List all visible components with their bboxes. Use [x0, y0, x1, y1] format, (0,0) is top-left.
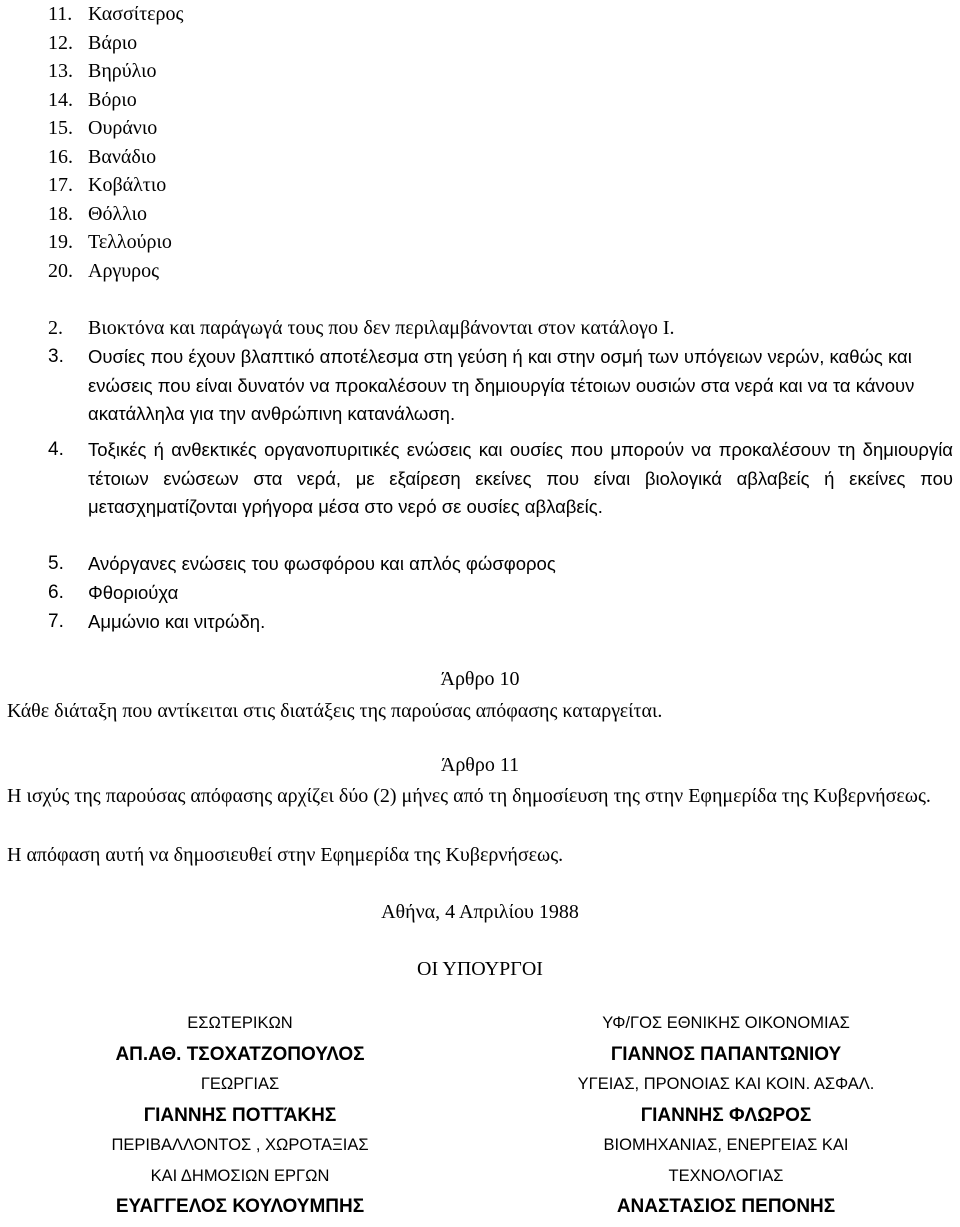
- list-item: [48, 143, 183, 172]
- list-item-4: [48, 436, 953, 522]
- list-item: [48, 171, 183, 200]
- list-item: [48, 0, 183, 29]
- list-item-number: 12.: [48, 31, 73, 54]
- signature-name: ΓΙΑΝΝΗΣ ΠΟΤΤΆΚΗΣ: [143, 1104, 337, 1126]
- list-item-number: 5.: [48, 553, 64, 574]
- list-item: [48, 200, 183, 229]
- list-item-number: 20.: [48, 259, 73, 282]
- list-item-text: Βιοκτόνα και παράγωγά τους που δεν περιλαμβάνονται στον κατάλογο Ι.: [88, 317, 675, 339]
- list-item-2: [48, 314, 953, 343]
- list-item-number: 6.: [48, 582, 64, 603]
- signature-role: ΤΕΧΝΟΛΟΓΙΑΣ: [668, 1166, 784, 1185]
- list-item: [48, 114, 183, 143]
- ministers-title: ΟΙ ΥΠΟΥΡΓΟΙ: [417, 958, 543, 980]
- signature-role: ΥΦ/ΓΟΣ ΕΘΝΙΚΗΣ ΟΙΚΟΝΟΜΙΑΣ: [602, 1014, 850, 1032]
- article-10-text: Κάθε διάταξη που αντίκειται στις διατάξεις της παρούσας απόφασης καταργείται.: [7, 700, 663, 722]
- signature-role: ΥΓΕΙΑΣ, ΠΡΟΝΟΙΑΣ ΚΑΙ ΚΟΙΝ. ΑΣΦΑΛ.: [577, 1075, 875, 1093]
- list-item-number: 14.: [48, 88, 73, 111]
- list-item-text: Θόλλιο: [88, 202, 147, 225]
- list-item-text: Βόριο: [88, 88, 137, 111]
- signature-role: ΓΕΩΡΓΙΑΣ: [200, 1075, 280, 1093]
- list-item-number: 16.: [48, 145, 73, 168]
- list-item-number: 7.: [48, 611, 64, 632]
- list-item-number: 11.: [48, 3, 73, 25]
- signature-role: ΕΣΩΤΕΡΙΚΩΝ: [187, 1014, 293, 1032]
- list-item-text: Τελλούριο: [88, 231, 172, 253]
- list-item-text: Αργυρος: [88, 259, 160, 282]
- list-item-text: Τοξικές ή ανθεκτικές οργανοπυριτικές ενώσεις και ουσίες που μπορούν να προκαλέσουν τη δημιουργία τέτοιων ενώσεων στα νερά, με εξαίρεση εκείνες που είναι βιολογικά αβλαβείς ή εκείνες που μετασχηματίζονται γρήγορα μέσα στο νερό σε ουσίες αβλαβείς.: [88, 439, 953, 517]
- list-item-number: 17.: [48, 174, 73, 196]
- signature-name: ΑΠ.ΑΘ. ΤΣΟΧΑΤΖΟΠΟΥΛΟΣ: [115, 1043, 365, 1065]
- list-item-5: [48, 550, 953, 579]
- list-item-7: [48, 608, 953, 637]
- signature-name: ΕΥΑΓΓΕΛΟΣ ΚΟΥΛΟΥΜΠΗΣ: [115, 1196, 365, 1217]
- publication-order: Η απόφαση αυτή να δημοσιευθεί στην Εφημερίδα της Κυβερνήσεως.: [7, 844, 564, 866]
- list-item-text: Βάριο: [88, 31, 138, 54]
- signature-name: ΓΙΑΝΝΗΣ ΦΛΩΡΟΣ: [640, 1104, 812, 1126]
- list-item-text: Ουσίες που έχουν βλαπτικό αποτέλεσμα στη γεύση ή και στην οσμή των υπόγειων νερών, καθώς και ενώσεις που είναι δυνατόν να προκαλέσουν τη δημιουργία τέτοιων ουσιών στα νερά και να τα κάνουν ακατάλληλα για την ανθρώπινη κατανάλωση.: [88, 346, 915, 424]
- signature-role: ΚΑΙ ΔΗΜΟΣΙΩΝ ΕΡΓΩΝ: [150, 1166, 330, 1185]
- signatures-left: [24, 1013, 456, 1227]
- list-item-text: Αμμώνιο και νιτρώδη.: [88, 611, 266, 632]
- article-11-text: Η ισχύς της παρούσας απόφασης αρχίζει δύο (2) μήνες από τη δημοσίευση της στην Εφημερίδα της Κυβερνήσεως.: [7, 785, 931, 807]
- list-item-text: Βηρύλιο: [88, 60, 157, 82]
- list-item-text: Βανάδιο: [88, 145, 157, 168]
- signature-name: ΑΝΑΣΤΑΣΙΟΣ ΠΕΠΟΝΗΣ: [616, 1196, 836, 1217]
- list-item-number: 19.: [48, 231, 73, 253]
- list-item: [48, 86, 183, 115]
- signature-name: ΓΙΑΝΝΟΣ ΠΑΠΑΝΤΩΝΙΟΥ: [610, 1043, 842, 1065]
- signature-role: ΒΙΟΜΗΧΑΝΙΑΣ, ΕΝΕΡΓΕΙΑΣ ΚΑΙ: [603, 1136, 849, 1154]
- metals-list: [48, 0, 183, 285]
- list-item-text: Κοβάλτιο: [88, 174, 167, 196]
- list-item-number: 4.: [48, 439, 64, 460]
- list-item-number: 15.: [48, 117, 73, 139]
- list-item-number: 2.: [48, 317, 63, 339]
- list-item: [48, 257, 183, 286]
- signatures-right: [500, 1013, 952, 1227]
- list-item: [48, 228, 183, 257]
- list-item-text: Φθοριούχα: [88, 582, 179, 603]
- list-item-text: Κασσίτερος: [88, 3, 184, 25]
- list-item-number: 13.: [48, 60, 73, 82]
- signature-role: ΠΕΡΙΒΑΛΛΟΝΤΟΣ , ΧΩΡΟΤΑΞΙΑΣ: [111, 1136, 369, 1154]
- list-item-text: Ανόργανες ενώσεις του φωσφόρου και απλός φώσφορος: [88, 553, 556, 574]
- place-date: Αθήνα, 4 Απριλίου 1988: [381, 901, 579, 923]
- list-item: [48, 57, 183, 86]
- list-item-6: [48, 579, 953, 608]
- article-10-heading: Άρθρο 10: [440, 668, 520, 690]
- list-item-text: Ουράνιο: [88, 117, 158, 139]
- list-item-3: [48, 343, 953, 429]
- article-11-heading: Άρθρο 11: [440, 754, 520, 776]
- list-item-number: 3.: [48, 346, 64, 367]
- list-item: [48, 29, 183, 58]
- list-item-number: 18.: [48, 202, 73, 225]
